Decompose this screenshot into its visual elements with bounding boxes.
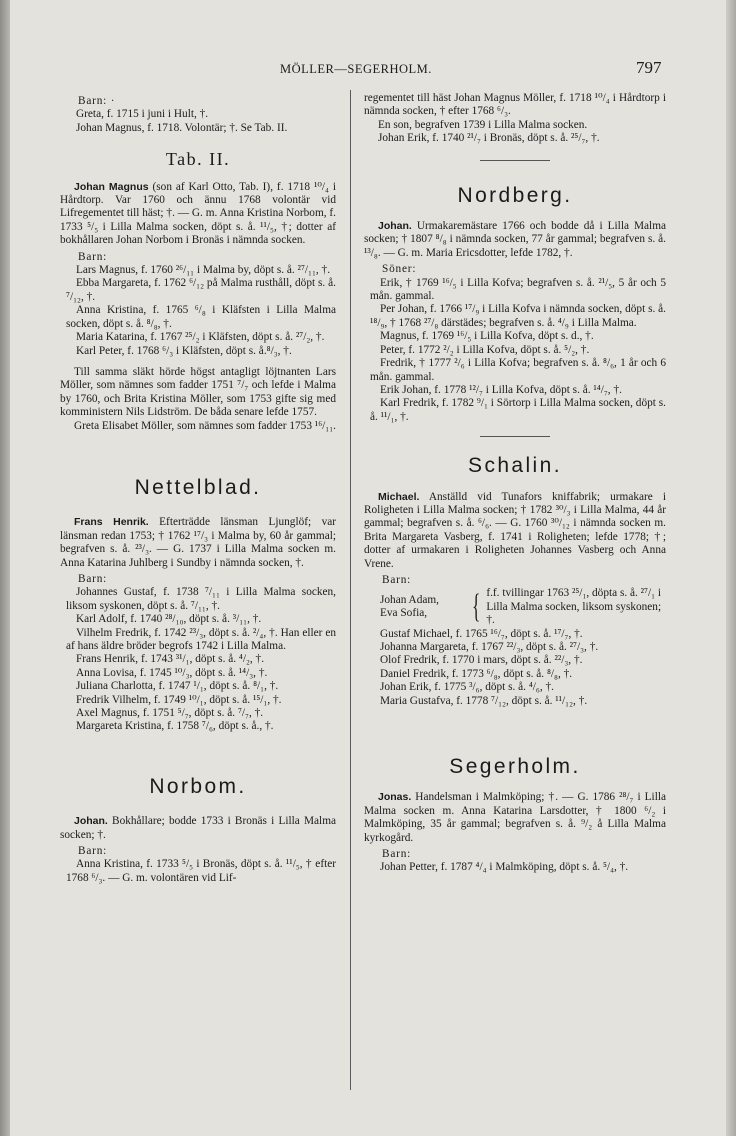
soner-label: Söner:: [382, 263, 417, 276]
twin-name: Eva Sofia,: [380, 607, 428, 620]
child-entry: Ebba Margareta, f. 1762 ⁶/₁₂ på Malma rusthåll, döpt s. å. ⁷/₁₂, †.: [66, 277, 336, 303]
person-text: Bokhållare; bodde 1733 i Bronäs i Lilla Malma socken; †.: [60, 815, 336, 841]
person-name: Jonas.: [378, 791, 412, 804]
child-entry: Vilhelm Fredrik, f. 1742 ²³/₃, döpt s. å. ²/₄, †. Han eller en af hans äldre bröder begrofs 1742 i Lilla Malma.: [66, 626, 336, 652]
child-entry: Gustaf Michael, f. 1765 ¹⁶/₇, döpt s. å. ¹⁷/₇, †.: [380, 627, 583, 640]
page-edge: [726, 0, 736, 1136]
person-entry: [60, 516, 336, 570]
barn-label: Barn:: [382, 848, 412, 861]
child-entry: Maria Gustafva, f. 1778 ⁷/₁₂, döpt s. å. ¹¹/₁₂, †.: [380, 694, 588, 707]
child-entry: Erik Johan, f. 1778 ¹²/₇ i Lilla Kofva, döpt s. å. ¹⁴/₇, †.: [380, 383, 622, 396]
child-entry: Peter, f. 1772 ²/₂ i Lilla Kofva, döpt s. å. ⁵/₂, †.: [380, 343, 590, 356]
family-heading: Schalin.: [468, 454, 562, 478]
person-name: Frans Henrik.: [74, 516, 149, 529]
child-entry: Karl Fredrik, f. 1782 ⁹/₁ i Sörtorp i Lilla Malma socken, döpt s. å. ¹¹/₁, †.: [370, 397, 666, 423]
right-column: [364, 92, 666, 875]
child-entry: Juliana Charlotta, f. 1747 ¹/₁, döpt s. å. ⁸/₁, †.: [76, 680, 279, 693]
person-name: Michael.: [378, 490, 420, 503]
person-text: Urmakaremästare 1766 och bodde då i Lilla Malma socken; † 1807 ⁸/₈ i nämnda socken, 77 år gammal; begrafven s. å. ¹³/₈. — G. m. Maria Ericsdotter, lefde 1782, †.: [364, 220, 666, 259]
child-entry: Axel Magnus, f. 1751 ⁵/₇, döpt s. å. ⁷/₇, †.: [76, 707, 264, 720]
brace-glyph: {: [472, 588, 481, 626]
child-entry: Johan Petter, f. 1787 ⁴/₄ i Malmköping, döpt s. å. ⁵/₄, †.: [380, 861, 629, 874]
continued-text: En son, begrafven 1739 i Lilla Malma socken.: [378, 118, 588, 131]
child-entry: Johan Magnus, f. 1718. Volontär; †. Se Tab. II.: [76, 121, 288, 134]
twin-name: Johan Adam,: [380, 594, 439, 607]
barn-label: Barn: ·: [78, 95, 116, 107]
child-entry: Frans Henrik, f. 1743 ³¹/₁, döpt s. å. ⁴/₂, †.: [76, 653, 265, 666]
barn-label: Barn:: [78, 250, 108, 263]
page-number: 797: [636, 58, 662, 77]
person-entry: [364, 220, 666, 260]
child-entry: Johannes Gustaf, f. 1738 ⁷/₁₁ i Lilla Malma socken, liksom syskonen, döpt s. å. ⁷/₁₁, †.: [66, 586, 336, 612]
person-entry: [60, 815, 336, 842]
child-entry: Lars Magnus, f. 1760 ²⁶/₁₁ i Malma by, döpt s. å. ²⁷/₁₁, †.: [76, 264, 331, 277]
continued-text: regementet till häst Johan Magnus Möller, f. 1718 ¹⁰/₄ i Hårdtorp i nämnda socken, † efter 1768 ⁶/₃.: [364, 92, 666, 118]
family-heading: Nordberg.: [457, 183, 573, 207]
barn-label: Barn:: [382, 573, 412, 586]
twins-entry: [364, 587, 666, 627]
table-heading: Tab. II.: [165, 149, 231, 170]
child-entry: Fredrik, † 1777 ²/₆ i Lilla Kofva; begrafven s. å. ⁸/₆, 1 år och 6 mån. gammal.: [370, 357, 666, 383]
child-entry: Anna Lovisa, f. 1745 ¹⁰/₃, döpt s. å. ¹⁴/₃, †.: [76, 666, 268, 679]
child-entry: Olof Fredrik, f. 1770 i mars, döpt s. å. ²²/₃, †.: [380, 654, 583, 667]
child-entry: Johanna Margareta, f. 1767 ²²/₃, döpt s. å. ²⁷/₃, †.: [380, 641, 599, 653]
twins-names: [370, 594, 466, 621]
barn-label: Barn:: [78, 845, 108, 858]
child-entry: Magnus, f. 1769 ¹⁶/₅ i Lilla Kofva, döpt s. d., †.: [380, 330, 594, 343]
person-entry: [60, 181, 336, 248]
child-entry: Per Johan, f. 1766 ¹⁷/₉ i Lilla Kofva i nämnda socken, döpt s. å. ¹⁸/₉, † 1768 ²⁷/₈ därstädes; begrafven s. å. ⁴/₉ i Lilla Malma.: [370, 303, 666, 329]
barn-label: Barn:: [78, 572, 108, 585]
person-entry: [364, 791, 666, 845]
child-entry: Karl Peter, f. 1768 ⁶/₃ i Kläfsten, döpt s. å.⁸/₃, †.: [76, 344, 292, 357]
child-entry: Maria Katarina, f. 1767 ²⁵/₂ i Kläfsten, döpt s. å. ²⁷/₂, †.: [76, 331, 325, 344]
person-name: Johan.: [378, 220, 412, 233]
family-heading: Nettelblad.: [134, 475, 262, 499]
note-paragraph: Till samma släkt hörde högst antagligt löjtnanten Lars Möller, som nämnes som fadder 1751 ⁷/₇ och lefde i Malma by 1760, och Brita Kristina Möller, som 1753 gifte sig med komministern Nils Lidström. De båda senare lefde 1757.: [60, 365, 336, 419]
person-entry: [364, 491, 666, 571]
child-entry: Anna Kristina, f. 1733 ⁵/₅ i Bronäs, döpt s. å. ¹¹/₅, † efter 1768 ⁶/₃. — G. m. volontären vid Lif-: [66, 858, 336, 884]
running-header: [0, 60, 736, 84]
book-binding-shadow: [0, 0, 10, 1136]
person-text: Anställd vid Tunafors kniffabrik; urmakare i Roligheten i Lilla Malma socken; † 1782 ³⁰/₃ i Lilla Malma, 44 år gammal; begrafven s. å. ⁶/₆. — G. 1760 ³⁰/₁₂ i nämnda socken m. Brita Margareta Vasberg, f. 1741 i Roligheten; lefde 1778; †; dotter af urmakaren i Roligheten Johannes Vasberg och Anna Vrene.: [364, 490, 666, 570]
running-title: MÖLLER—SEGERHOLM.: [280, 62, 432, 76]
family-heading: Segerholm.: [449, 755, 581, 779]
child-entry: Daniel Fredrik, f. 1773 ⁶/₈, döpt s. å. ⁸/₈, †.: [380, 667, 573, 680]
note-paragraph: Greta Elisabet Möller, som nämnes som fadder 1753 ¹⁶/₁₁.: [74, 419, 336, 432]
person-name: Johan Magnus: [74, 180, 149, 193]
child-entry: Anna Kristina, f. 1765 ⁶/₈ i Kläfsten i Lilla Malma socken, döpt s. å. ⁸/₈, †.: [66, 304, 336, 330]
child-entry: Karl Adolf, f. 1740 ²⁸/₁₀, döpt s. å. ³/₁₁, †.: [76, 613, 262, 626]
twins-text: f.f. tvillingar 1763 ²⁵/₁, döpta s. å. ²⁷/₁ i Lilla Malma socken, liksom syskonen; †.: [486, 587, 662, 627]
person-text: Efterträdde länsman Ljunglöf; var länsman redan 1753; † 1762 ¹⁷/₃ i Malma by, 60 år gammal; begrafven s. å. ²³/₃. — G. 1737 i Lilla Malma socken m. Anna Katarina Juhlberg i Sundby i nämnda socken, †.: [60, 516, 336, 569]
child-entry: Margareta Kristina, f. 1758 ⁷/₆, döpt s. å., †.: [76, 720, 274, 733]
person-text: (son af Karl Otto, Tab. I), f. 1718 ¹⁰/₄ i Hårdtorp. Var 1760 och ännu 1768 volontär vid Lifregementet till häst; †. — G. m. Anna Kristina Norbom, f. 1733 ⁵/₅ i Lilla Malma socken, döpt s. å. ¹¹/₅, †; dotter af bokhållaren Johan Norbom i Bronäs i nämnda socken.: [60, 180, 336, 247]
person-name: Johan.: [74, 815, 108, 828]
family-heading: Norbom.: [149, 774, 247, 798]
child-entry: Erik, † 1769 ¹⁶/₅ i Lilla Kofva; begrafven s. å. ²¹/₅, 5 år och 5 mån. gammal.: [370, 276, 666, 303]
person-text: Handelsman i Malmköping; †. — G. 1786 ²⁸/₇ i Lilla Malma socken m. Anna Katarina Larsdotter, † 1800 ⁶/₂ i Malmköping, 35 år gammal; begrafven s. å. ⁹/₂ å Lilla Malma kyrkogård.: [364, 791, 666, 844]
child-entry: Greta, f. 1715 i juni i Hult, †.: [76, 108, 209, 121]
continued-text: Johan Erik, f. 1740 ²¹/₇ i Bronäs, döpt s. å. ²⁵/₇, †.: [378, 132, 600, 145]
child-entry: Johan Erik, f. 1775 ³/₆, döpt s. å. ⁴/₆, †.: [380, 681, 554, 694]
column-rule: [350, 90, 351, 1090]
left-column: [60, 92, 336, 885]
child-entry: Fredrik Vilhelm, f. 1749 ¹⁰/₁, döpt s. å. ¹⁵/₁, †.: [76, 693, 282, 706]
